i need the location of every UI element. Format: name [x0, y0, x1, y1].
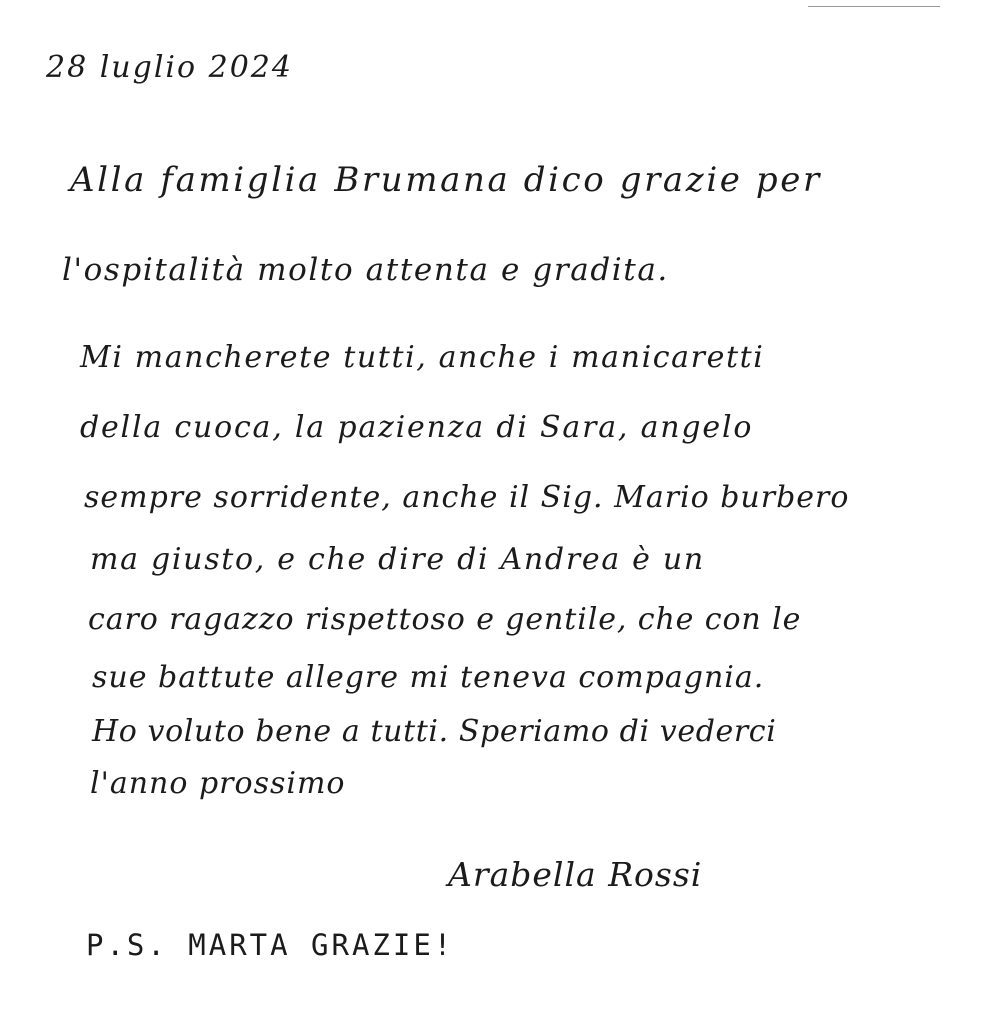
letter-signature: Arabella Rossi [448, 855, 703, 894]
letter-line: Alla famiglia Brumana dico grazie per [70, 160, 822, 200]
top-edge-rule [808, 6, 940, 7]
letter-line: Ho voluto bene a tutti. Speriamo di vederci [92, 714, 777, 749]
letter-line: l'ospitalità molto attenta e gradita. [62, 252, 669, 288]
letter-line: della cuoca, la pazienza di Sara, angelo [80, 410, 754, 445]
letter-line: l'anno prossimo [90, 766, 346, 801]
letter-line: caro ragazzo rispettoso e gentile, che con le [88, 602, 802, 637]
letter-line: sempre sorridente, anche il Sig. Mario burbero [84, 480, 850, 515]
letter-postscript: P.S. MARTA GRAZIE! [86, 928, 455, 962]
letter-line: Mi mancherete tutti, anche i manicaretti [80, 340, 765, 375]
letter-line: ma giusto, e che dire di Andrea è un [90, 542, 705, 577]
letter-line: sue battute allegre mi teneva compagnia. [92, 660, 765, 695]
letter-date: 28 luglio 2024 [46, 50, 293, 85]
